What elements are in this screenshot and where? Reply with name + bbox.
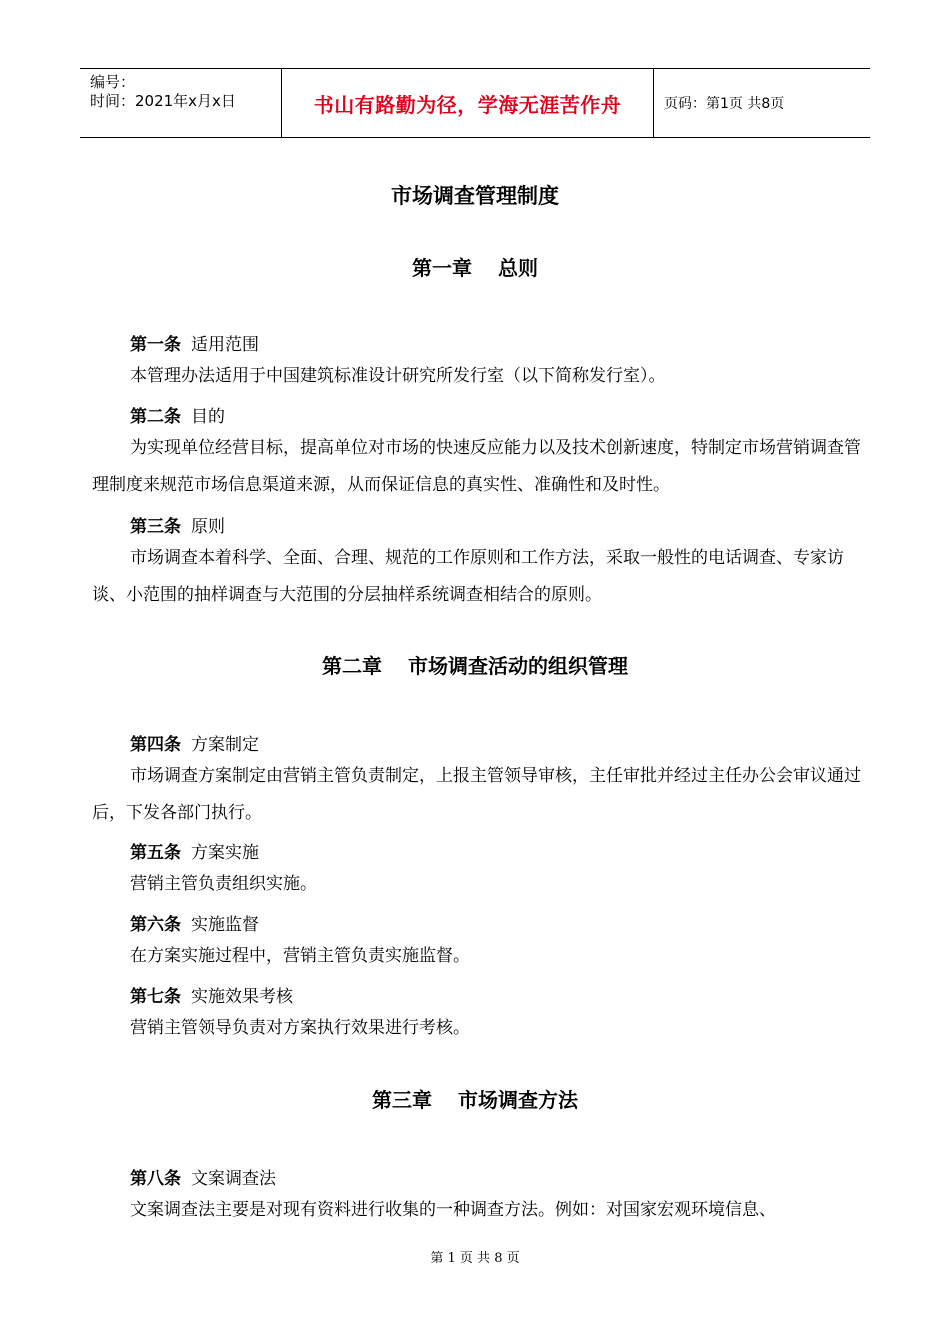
chapter-1-number: 第一章 bbox=[412, 256, 472, 280]
chapter-2-heading bbox=[0, 650, 950, 679]
article-7-heading bbox=[130, 982, 293, 1007]
article-7-number: 第七条 bbox=[130, 987, 181, 1007]
article-3-heading bbox=[130, 512, 225, 537]
article-1-number: 第一条 bbox=[130, 335, 181, 355]
article-8-name: 文案调查法 bbox=[191, 1169, 276, 1189]
time-label: 时间：2021年x月x日 bbox=[90, 92, 236, 110]
chapter-2-name: 市场调查活动的组织管理 bbox=[408, 654, 628, 678]
chapter-3-name: 市场调查方法 bbox=[458, 1088, 578, 1112]
chapter-2-number: 第二章 bbox=[322, 654, 382, 678]
article-4-number: 第四条 bbox=[130, 735, 181, 755]
article-7-name: 实施效果考核 bbox=[191, 987, 293, 1007]
article-4-heading bbox=[130, 730, 259, 755]
article-4-text: 市场调查方案制定由营销主管负责制定，上报主管领导审核，主任审批并经过主任办公会审议通过后，下发各部门执行。 bbox=[92, 766, 861, 823]
chapter-1-name: 总则 bbox=[498, 256, 538, 280]
header-page bbox=[654, 69, 870, 137]
article-1-name: 适用范围 bbox=[191, 335, 259, 355]
chapter-3-heading bbox=[0, 1084, 950, 1113]
article-2-heading bbox=[130, 402, 225, 427]
header-meta bbox=[80, 69, 282, 137]
article-1-heading bbox=[130, 330, 259, 355]
article-6-text: 在方案实施过程中，营销主管负责实施监督。 bbox=[130, 946, 470, 966]
article-8-number: 第八条 bbox=[130, 1169, 181, 1189]
article-1-text: 本管理办法适用于中国建筑标准设计研究所发行室（以下简称发行室）。 bbox=[130, 366, 666, 386]
article-8-text: 文案调查法主要是对现有资料进行收集的一种调查方法。例如：对国家宏观环境信息、 bbox=[130, 1200, 776, 1220]
page-label: 页码：第1页 共8页 bbox=[664, 96, 785, 112]
page-header bbox=[80, 68, 870, 138]
chapter-1-heading bbox=[0, 252, 950, 281]
motto-text: 书山有路勤为径，学海无涯苦作舟 bbox=[313, 92, 622, 117]
article-2-name: 目的 bbox=[191, 407, 225, 427]
article-3-text: 市场调查本着科学、全面、合理、规范的工作原则和工作方法，采取一般性的电话调查、专家访谈、小范围的抽样调查与大范围的分层抽样系统调查相结合的原则。 bbox=[92, 548, 844, 605]
article-5-number: 第五条 bbox=[130, 843, 181, 863]
article-6-number: 第六条 bbox=[130, 915, 181, 935]
article-4-name: 方案制定 bbox=[191, 735, 259, 755]
header-motto bbox=[282, 69, 654, 137]
article-2-text: 为实现单位经营目标，提高单位对市场的快速反应能力以及技术创新速度，特制定市场营销调查管理制度来规范市场信息渠道来源，从而保证信息的真实性、准确性和及时性。 bbox=[92, 438, 861, 495]
article-8-heading bbox=[130, 1164, 276, 1189]
article-6-heading bbox=[130, 910, 259, 935]
article-3-number: 第三条 bbox=[130, 517, 181, 537]
article-5-heading bbox=[130, 838, 259, 863]
article-2-number: 第二条 bbox=[130, 407, 181, 427]
document-title: 市场调查管理制度 bbox=[391, 184, 559, 208]
chapter-3-number: 第三章 bbox=[372, 1088, 432, 1112]
article-7-text: 营销主管领导负责对方案执行效果进行考核。 bbox=[130, 1018, 470, 1038]
article-3-name: 原则 bbox=[191, 517, 225, 537]
article-5-name: 方案实施 bbox=[191, 843, 259, 863]
article-5-text: 营销主管负责组织实施。 bbox=[130, 874, 317, 894]
page-footer: 第 1 页 共 8 页 bbox=[430, 1251, 520, 1266]
number-label: 编号： bbox=[90, 73, 136, 91]
article-6-name: 实施监督 bbox=[191, 915, 259, 935]
